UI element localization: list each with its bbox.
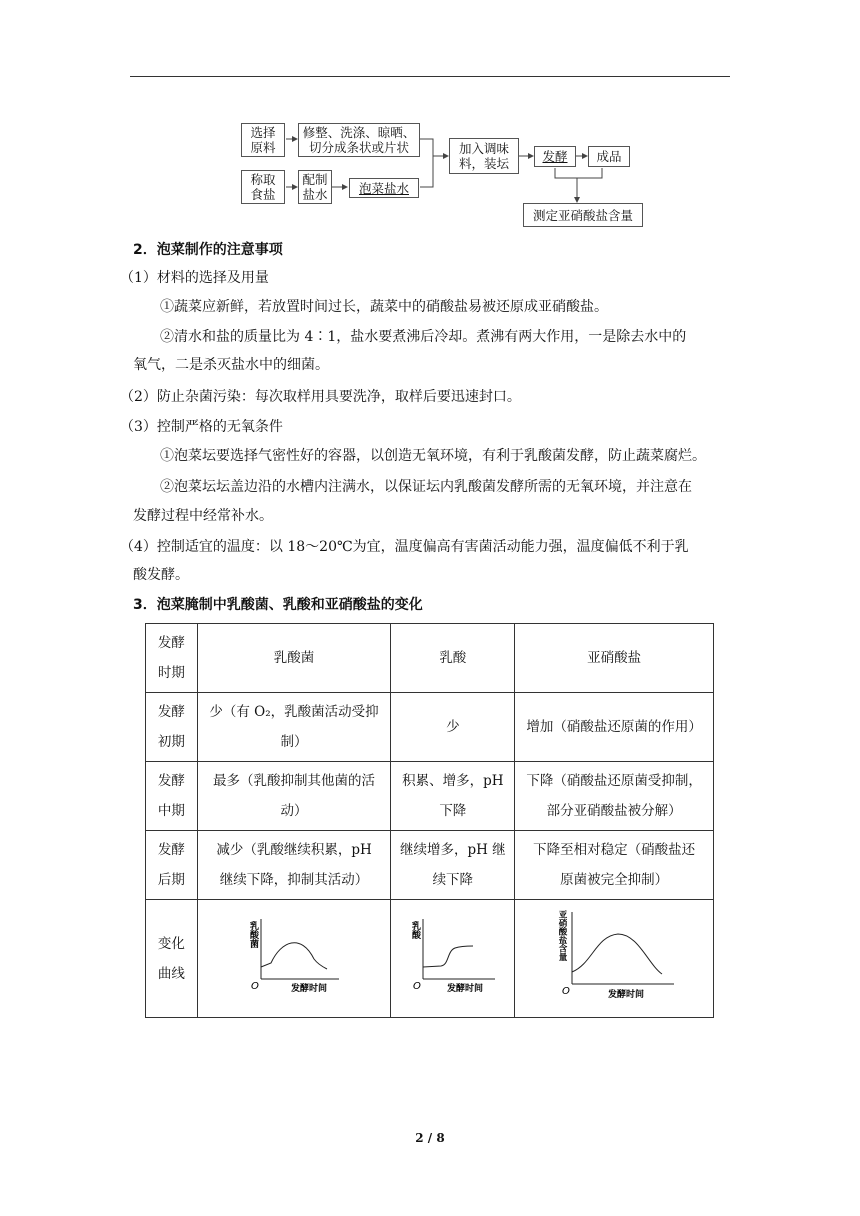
table-row (146, 831, 714, 900)
para-3b-cont: 发酵过程中经常补水。 (133, 508, 273, 524)
product-box: 成品 (588, 146, 630, 167)
chart-lactic-acid (403, 911, 503, 996)
cell-chart-lactic-acid (391, 900, 515, 1018)
cell-lactobacillus: 少（有 O₂，乳酸菌活动受抑 制） (197, 693, 391, 762)
chart-lactobacillus (239, 911, 349, 996)
fermentation-table (145, 623, 714, 1018)
chart-origin: O (562, 985, 570, 997)
cell-nitrite: 增加（硝酸盐还原菌的作用） (515, 693, 714, 762)
cell-lactobacillus: 减少（乳酸继续积累，pH 继续下降，抑制其活动） (197, 831, 391, 900)
chart-ylabel: 亚硝酸盐含量 (557, 909, 568, 961)
cell-lactic-acid: 积累、增多，pH 下降 (391, 762, 515, 831)
measure-nitrite-box (523, 203, 643, 227)
chart-curve (261, 942, 327, 968)
table-row-curves (146, 900, 714, 1018)
para-3b: ②泡菜坛坛盖边沿的水槽内注满水，以保证坛内乳酸菌发酵所需的无氧环境，并注意在 (160, 479, 692, 495)
cell-period: 发酵 初期 (146, 693, 198, 762)
select-material-box: 选择 原料 (241, 123, 285, 157)
chart-xlabel: 发酵时间 (291, 983, 328, 994)
para-1b-cont: 氧气，二是杀灭盐水中的细菌。 (133, 357, 329, 373)
cell-lactic-acid: 少 (391, 693, 515, 762)
header-rule (130, 76, 730, 77)
trim-box: 修整、洗涤、晾晒、 切分成条状或片状 (298, 123, 420, 157)
cell-chart-nitrite (515, 900, 714, 1018)
para-2: （2）防止杂菌污染：每次取样用具要洗净，取样后要迅速封口。 (120, 389, 521, 405)
table-row (146, 693, 714, 762)
para-3: （3）控制严格的无氧条件 (120, 419, 283, 435)
measure-label: 测定亚硝酸盐含量 (532, 207, 633, 223)
header-period: 发酵 时期 (146, 624, 198, 693)
chart-curve (572, 934, 662, 974)
cell-period: 发酵 中期 (146, 762, 198, 831)
cell-period: 变化 曲线 (146, 900, 198, 1018)
chart-ylabel: 乳酸菌 (248, 920, 259, 948)
chart-xlabel: 发酵时间 (608, 989, 645, 1000)
chart-ylabel: 乳酸 (409, 920, 420, 939)
cell-chart-lactobacillus (197, 900, 391, 1018)
para-1b: ②清水和盐的质量比为 4∶1，盐水要煮沸后冷却。煮沸有两大作用，一是除去水中的 (160, 329, 687, 345)
weigh-salt-box: 称取 食盐 (241, 170, 285, 204)
process-flow-diagram (237, 118, 647, 230)
section-3-title: 3．泡菜腌制中乳酸菌、乳酸和亚硝酸盐的变化 (133, 597, 423, 613)
ferment-box: 发酵 (534, 146, 576, 167)
cell-lactobacillus: 最多（乳酸抑制其他菌的活 动） (197, 762, 391, 831)
para-3a: ①泡菜坛要选择气密性好的容器，以创造无氧环境，有利于乳酸菌发酵，防止蔬菜腐烂。 (160, 448, 706, 464)
para-1: （1）材料的选择及用量 (120, 270, 269, 286)
table-header-row (146, 624, 714, 693)
cell-nitrite: 下降至相对稳定（硝酸盐还 原菌被完全抑制） (515, 831, 714, 900)
brine-box: 泡菜盐水 (349, 178, 419, 198)
page-number: 2 / 8 (415, 1131, 445, 1145)
para-4: （4）控制适宜的温度：以 18～20℃为宜，温度偏高有害菌活动能力强，温度偏低不利于乳 (120, 539, 689, 555)
header-nitrite: 亚硝酸盐 (515, 624, 714, 693)
cell-lactic-acid: 继续增多，pH 继 续下降 (391, 831, 515, 900)
cell-nitrite: 下降（硝酸盐还原菌受抑制， 部分亚硝酸盐被分解） (515, 762, 714, 831)
para-4-cont: 酸发酵。 (133, 567, 189, 583)
chart-curve (423, 946, 473, 967)
chart-xlabel: 发酵时间 (446, 983, 483, 994)
chart-origin: O (412, 980, 421, 992)
chart-origin: O (251, 980, 259, 992)
cell-period: 发酵 后期 (146, 831, 198, 900)
section-2-title: 2．泡菜制作的注意事项 (133, 242, 283, 258)
header-lactic-acid: 乳酸 (391, 624, 515, 693)
prepare-brine-box: 配制 盐水 (298, 170, 332, 204)
chart-nitrite (544, 906, 684, 1001)
para-1a: ①蔬菜应新鲜，若放置时间过长，蔬菜中的硝酸盐易被还原成亚硝酸盐。 (160, 299, 608, 315)
header-lactobacillus: 乳酸菌 (197, 624, 391, 693)
table-row (146, 762, 714, 831)
add-seasoning-box: 加入调味 料，装坛 (449, 138, 519, 174)
